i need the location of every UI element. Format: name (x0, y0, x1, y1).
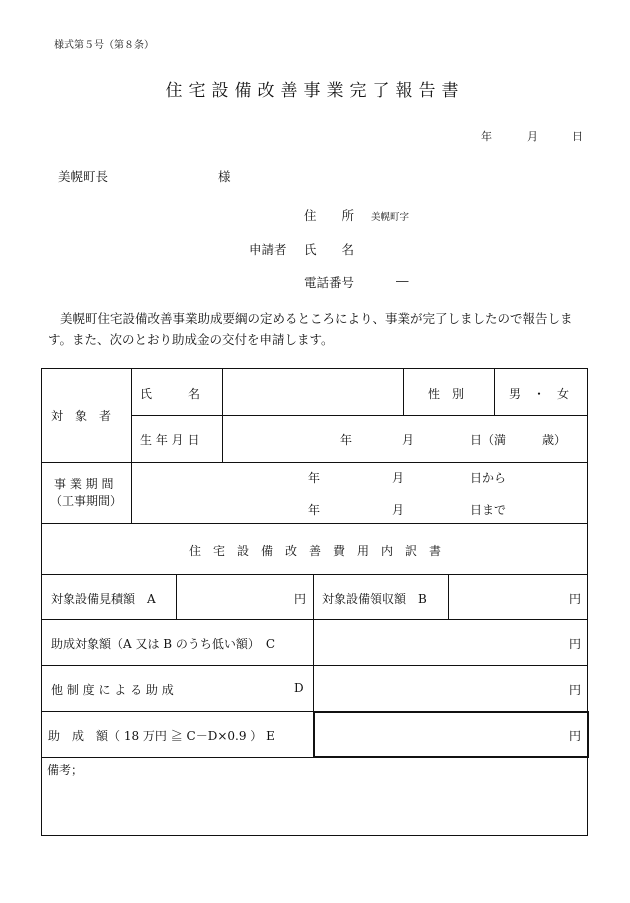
period-label: 事 業 期 間 (54, 477, 114, 491)
from-day: 日から (470, 471, 507, 485)
other-system-label: 他 制 度 に よ る 助 成 (51, 683, 174, 697)
breakdown-title: 住 宅 設 備 改 善 費 用 内 訳 書 (188, 544, 441, 558)
date-day: 日 (572, 130, 583, 143)
receipt-label: 対象設備領収額 B (322, 592, 427, 606)
birthdate-label: 生 年 月 日 (140, 433, 200, 447)
receipt-yen: 円 (569, 592, 582, 606)
date-year: 年 (481, 130, 492, 143)
addressee: 美幌町長 (58, 169, 109, 184)
to-day: 日まで (470, 503, 507, 517)
gender-options[interactable]: 男 ・ 女 (509, 387, 570, 401)
estimate-yen: 円 (294, 592, 307, 606)
phone-dash: ― (396, 273, 409, 288)
remarks-label: 備考； (47, 763, 84, 777)
other-system-code: D (294, 681, 304, 695)
honorific: 様 (218, 169, 231, 184)
birth-day-age: 日（満 歳） (470, 433, 567, 447)
to-year: 年 (308, 503, 321, 517)
target-name-value[interactable] (224, 371, 401, 413)
applicant-label: 申請者 (249, 242, 287, 257)
subsidy-target-yen: 円 (569, 637, 582, 651)
name-field-label: 氏 名 (140, 387, 201, 401)
date-month: 月 (527, 130, 538, 143)
birth-month: 月 (402, 433, 415, 447)
birth-year: 年 (340, 433, 353, 447)
target-person-label: 対 象 者 (51, 409, 112, 423)
address-label: 住 所 (304, 208, 355, 223)
subsidy-amount-yen: 円 (569, 729, 582, 743)
to-month: 月 (392, 503, 405, 517)
other-system-yen: 円 (569, 683, 582, 697)
application-table (41, 368, 588, 836)
period-sublabel: （工事期間） (50, 494, 123, 508)
estimate-label: 対象設備見積額 A (51, 592, 156, 606)
phone-label: 電話番号 (304, 275, 355, 290)
address-prefix: 美幌町字 (371, 212, 410, 223)
form-number: 様式第５号（第８条） (54, 40, 154, 51)
name-label: 氏 名 (304, 242, 355, 257)
subsidy-target-label: 助成対象額（A 又は B のうち低い額） C (51, 637, 276, 651)
from-year: 年 (308, 471, 321, 485)
subsidy-amount-label: 助 成 額（ 18 万円 ≧ C－D×0.9 ） E (48, 729, 275, 743)
from-month: 月 (392, 471, 405, 485)
document-title: 住宅設備改善事業完了報告書 (165, 81, 465, 101)
gender-label: 性 別 (428, 387, 465, 401)
intro-text: 美幌町住宅設備改善事業助成要綱の定めるところにより、事業が完了しましたので報告します。また、次のとおり助成金の交付を申請します。 (48, 311, 573, 347)
